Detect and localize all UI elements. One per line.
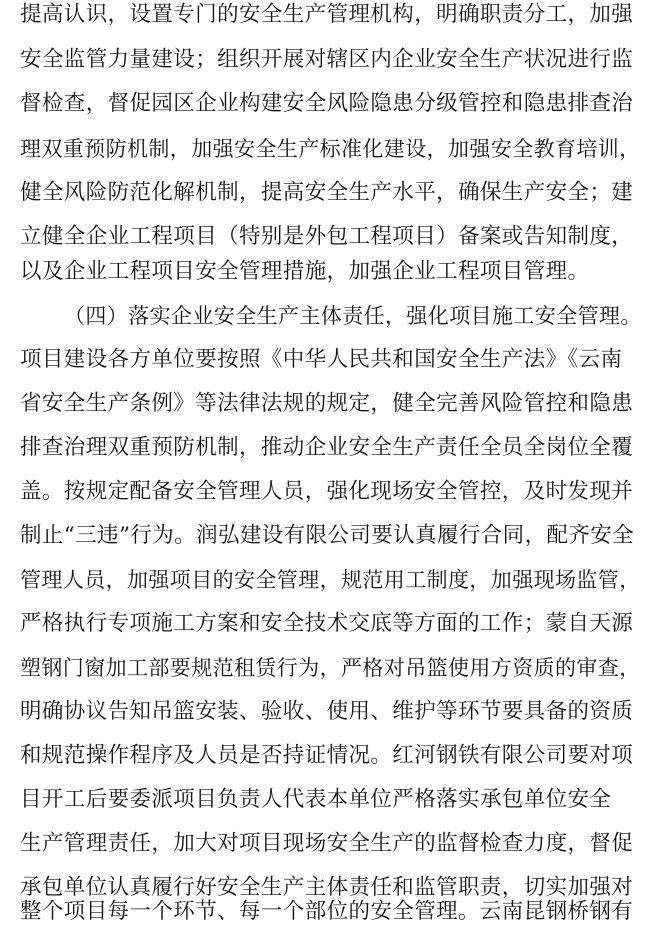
section-heading: （四）落实企业安全生产主体责任，强化项目施工安全管理。	[64, 304, 642, 328]
text-line: 督检查，督促园区企业构建安全风险隐患分级管控和隐患排查治	[20, 91, 634, 116]
text-line: 以及企业工程项目安全管理措施，加强企业工程项目管理。	[20, 259, 590, 284]
text-line: 塑钢门窗加工部要规范租赁行为，严格对吊篮使用方资质的审查，	[20, 656, 641, 680]
text-line: 立健全企业工程项目（特别是外包工程项目）备案或告知制度，	[20, 224, 634, 249]
text-line: 管理人员，加强项目的安全管理，规范用工制度，加强现场监管，	[20, 568, 641, 592]
text-line: 整个项目每一个环节、每一个部位的安全管理。云南昆钢桥钢有	[20, 899, 634, 924]
text-line: 严格执行专项施工方案和安全技术交底等方面的工作；蒙自天源	[20, 611, 634, 636]
text-line: 承包单位认真履行好安全生产主体责任和监管职责，切实加强对	[20, 875, 634, 900]
text-line: 理双重预防机制，加强安全生产标准化建设，加强安全教育培训，	[20, 137, 641, 161]
text-line: 目开工后要委派项目负责人代表本单位严格落实承包单位安全	[20, 787, 612, 812]
text-line: 制止“三违”行为。润弘建设有限公司要认真履行合同，配齐安全	[20, 523, 635, 548]
text-line: 和规范操作程序及人员是否持证情况。红河钢铁有限公司要对项	[20, 743, 634, 768]
text-line: 健全风险防范化解机制，提高安全生产水平，确保生产安全；建	[20, 180, 634, 205]
text-line: 生产管理责任，加大对项目现场安全生产的监督检查力度，督促	[20, 831, 634, 856]
text-line: 项目建设各方单位要按照《中华人民共和国安全生产法》《云南	[20, 347, 623, 372]
text-line: 明确协议告知吊篮安装、验收、使用、维护等环节要具备的资质	[20, 699, 634, 724]
text-line: 安全监管力量建设；组织开展对辖区内企业安全生产状况进行监	[20, 47, 634, 72]
text-line: 排查治理双重预防机制，推动企业安全生产责任全员全岗位全覆	[20, 435, 634, 460]
text-line: 盖。按规定配备安全管理人员，强化现场安全管控，及时发现并	[20, 479, 634, 504]
text-line: 提高认识，设置专门的安全生产管理机构，明确职责分工，加强	[20, 2, 634, 27]
text-line: 省安全生产条例》等法律法规的规定，健全完善风险管控和隐患	[20, 391, 634, 416]
